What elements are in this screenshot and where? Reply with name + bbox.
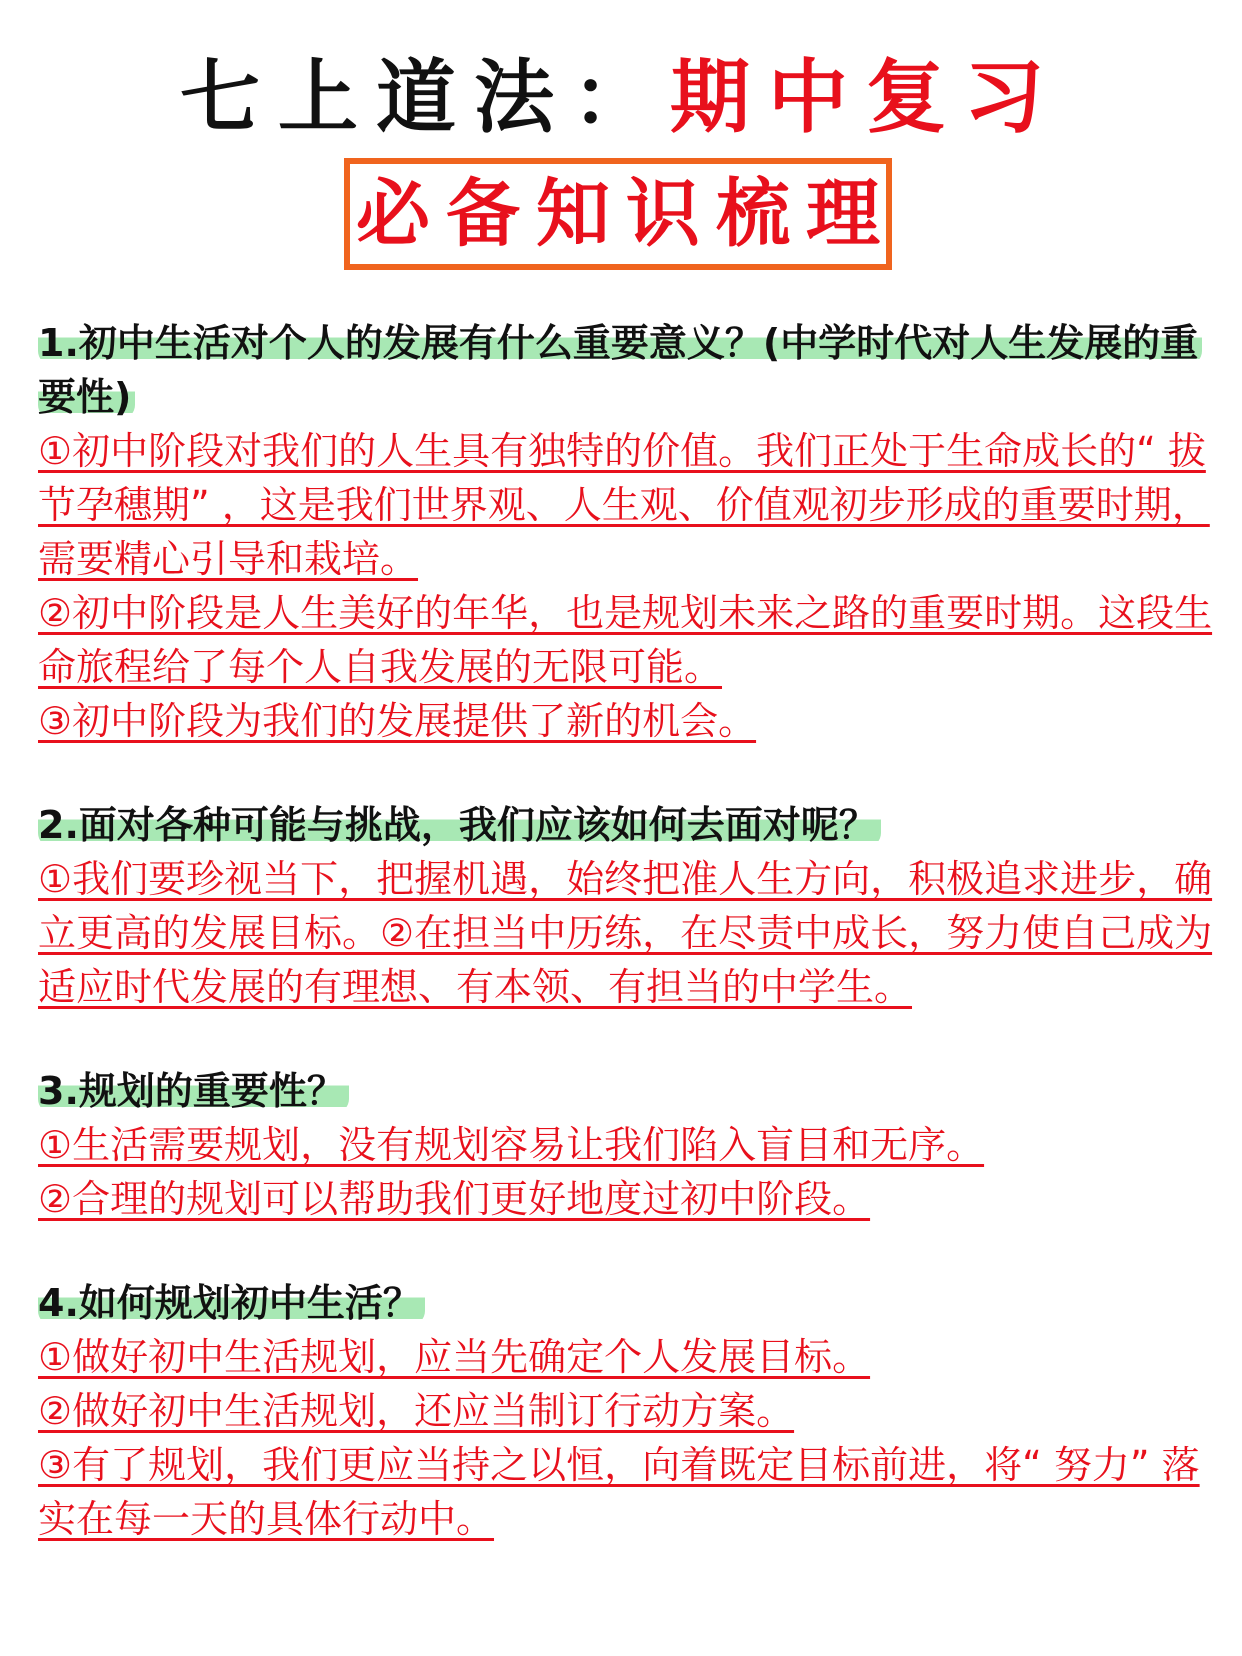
question-3-text: 3.规划的重要性？ [38,1069,349,1113]
answer-3-2 [38,1172,1218,1226]
section-1 [38,316,1218,748]
section-2 [38,798,1218,1014]
answer-4-2-text: ②做好初中生活规划，还应当制订行动方案。 [38,1389,795,1433]
answer-1-2 [38,586,1218,694]
subtitle-box [344,158,896,270]
question-4-text: 4.如何规划初中生活？ [38,1281,425,1325]
subtitle: 必备知识梳理 [356,171,896,257]
answer-1-3 [38,694,1218,748]
answer-3-1 [38,1118,1218,1172]
section-gap [38,748,1218,798]
section-gap [38,1014,1218,1064]
title-red-part: 期中复习 [670,51,1062,144]
title-black-part: 七上道法： [180,51,670,144]
question-1-text: 1.初中生活对个人的发展有什么重要意义？(中学时代对人生发展的重要性) [38,321,1202,419]
question-2-text: 2.面对各种可能与挑战，我们应该如何去面对呢？ [38,803,881,847]
answer-4-3-text: ③有了规划，我们更应当持之以恒，向着既定目标前进，将“ 努力” 落实在每一天的具体行动中。 [38,1443,1200,1541]
section-3 [38,1064,1218,1226]
answer-4-1 [38,1330,1218,1384]
answer-4-1-text: ①做好初中生活规划，应当先确定个人发展目标。 [38,1335,871,1379]
section-gap [38,1226,1218,1276]
answer-4-2 [38,1384,1218,1438]
question-4 [38,1276,1218,1330]
answer-3-1-text: ①生活需要规划，没有规划容易让我们陷入盲目和无序。 [38,1123,985,1167]
answer-2-1-text: ①我们要珍视当下，把握机遇，始终把准人生方向，积极追求进步，确立更高的发展目标。②在担当中历练，在尽责中成长，努力使自己成为适应时代发展的有理想、有本领、有担当的中学生。 [38,857,1213,1009]
answer-1-1-text: ①初中阶段对我们的人生具有独特的价值。我们正处于生命成长的“ 拔节孕穗期” ，这是我们世界观、人生观、价值观初步形成的重要时期，需要精心引导和栽培。 [38,429,1210,581]
answer-1-2-text: ②初中阶段是人生美好的年华，也是规划未来之路的重要时期。这段生命旅程给了每个人自我发展的无限可能。 [38,591,1213,689]
content [38,316,1218,1546]
answer-4-3 [38,1438,1218,1546]
answer-3-2-text: ②合理的规划可以帮助我们更好地度过初中阶段。 [38,1177,871,1221]
section-4 [38,1276,1218,1546]
answer-1-3-text: ③初中阶段为我们的发展提供了新的机会。 [38,699,757,743]
answer-2-1 [38,852,1218,1014]
question-1 [38,316,1218,424]
answer-1-1 [38,424,1218,586]
question-3 [38,1064,1218,1118]
page-title [0,48,1242,148]
question-2 [38,798,1218,852]
